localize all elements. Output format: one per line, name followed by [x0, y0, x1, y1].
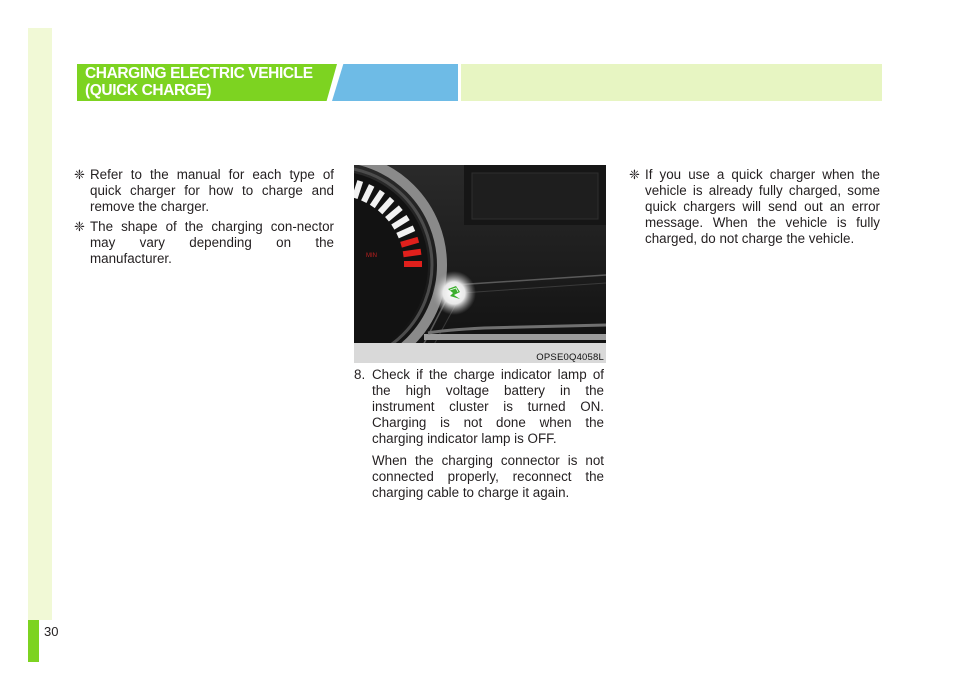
section-title-line-2: (QUICK CHARGE)	[85, 82, 212, 99]
step-text: Check if the charge indicator lamp of the high voltage battery in the instrument cluster is turned ON. Charging is not done when the charging indicator lamp is OFF.	[372, 367, 604, 446]
right-column	[629, 167, 880, 251]
gauge-min-label: MIN	[366, 253, 377, 259]
page-side-bar	[28, 28, 52, 620]
note-text: The shape of the charging con-nector may vary depending on the manufacturer.	[90, 219, 334, 266]
note-text: If you use a quick charger when the vehicle is already fully charged, some quick chargers will send out an error message. When the vehicle is fully charged, do not charge the vehicle.	[645, 167, 880, 246]
step-item	[354, 367, 604, 501]
note-bullet-icon: ❈	[74, 167, 85, 182]
note-bullet-icon: ❈	[629, 167, 640, 182]
note-item	[74, 167, 334, 215]
section-title	[85, 65, 313, 99]
section-title-line-1: CHARGING ELECTRIC VEHICLE	[85, 65, 313, 82]
instrument-cluster-illustration	[354, 165, 606, 363]
section-header	[77, 64, 882, 101]
note-item	[74, 219, 334, 267]
step-number: 8.	[354, 367, 366, 382]
middle-column	[354, 367, 604, 501]
left-column	[74, 167, 334, 271]
figure-caption: OPSE0Q4058L	[536, 352, 604, 363]
instrument-cluster-figure	[354, 165, 606, 363]
page-number: 30	[44, 624, 59, 639]
step-paragraph: When the charging connector is not connected properly, reconnect the charging cable to charge it again.	[372, 453, 604, 500]
page-tab	[28, 620, 39, 662]
note-bullet-icon: ❈	[74, 219, 85, 234]
note-text: Refer to the manual for each type of quick charger for how to charge and remove the charger.	[90, 167, 334, 214]
note-item	[629, 167, 880, 247]
header-pale-block	[461, 64, 882, 101]
header-blue-block	[332, 64, 458, 101]
